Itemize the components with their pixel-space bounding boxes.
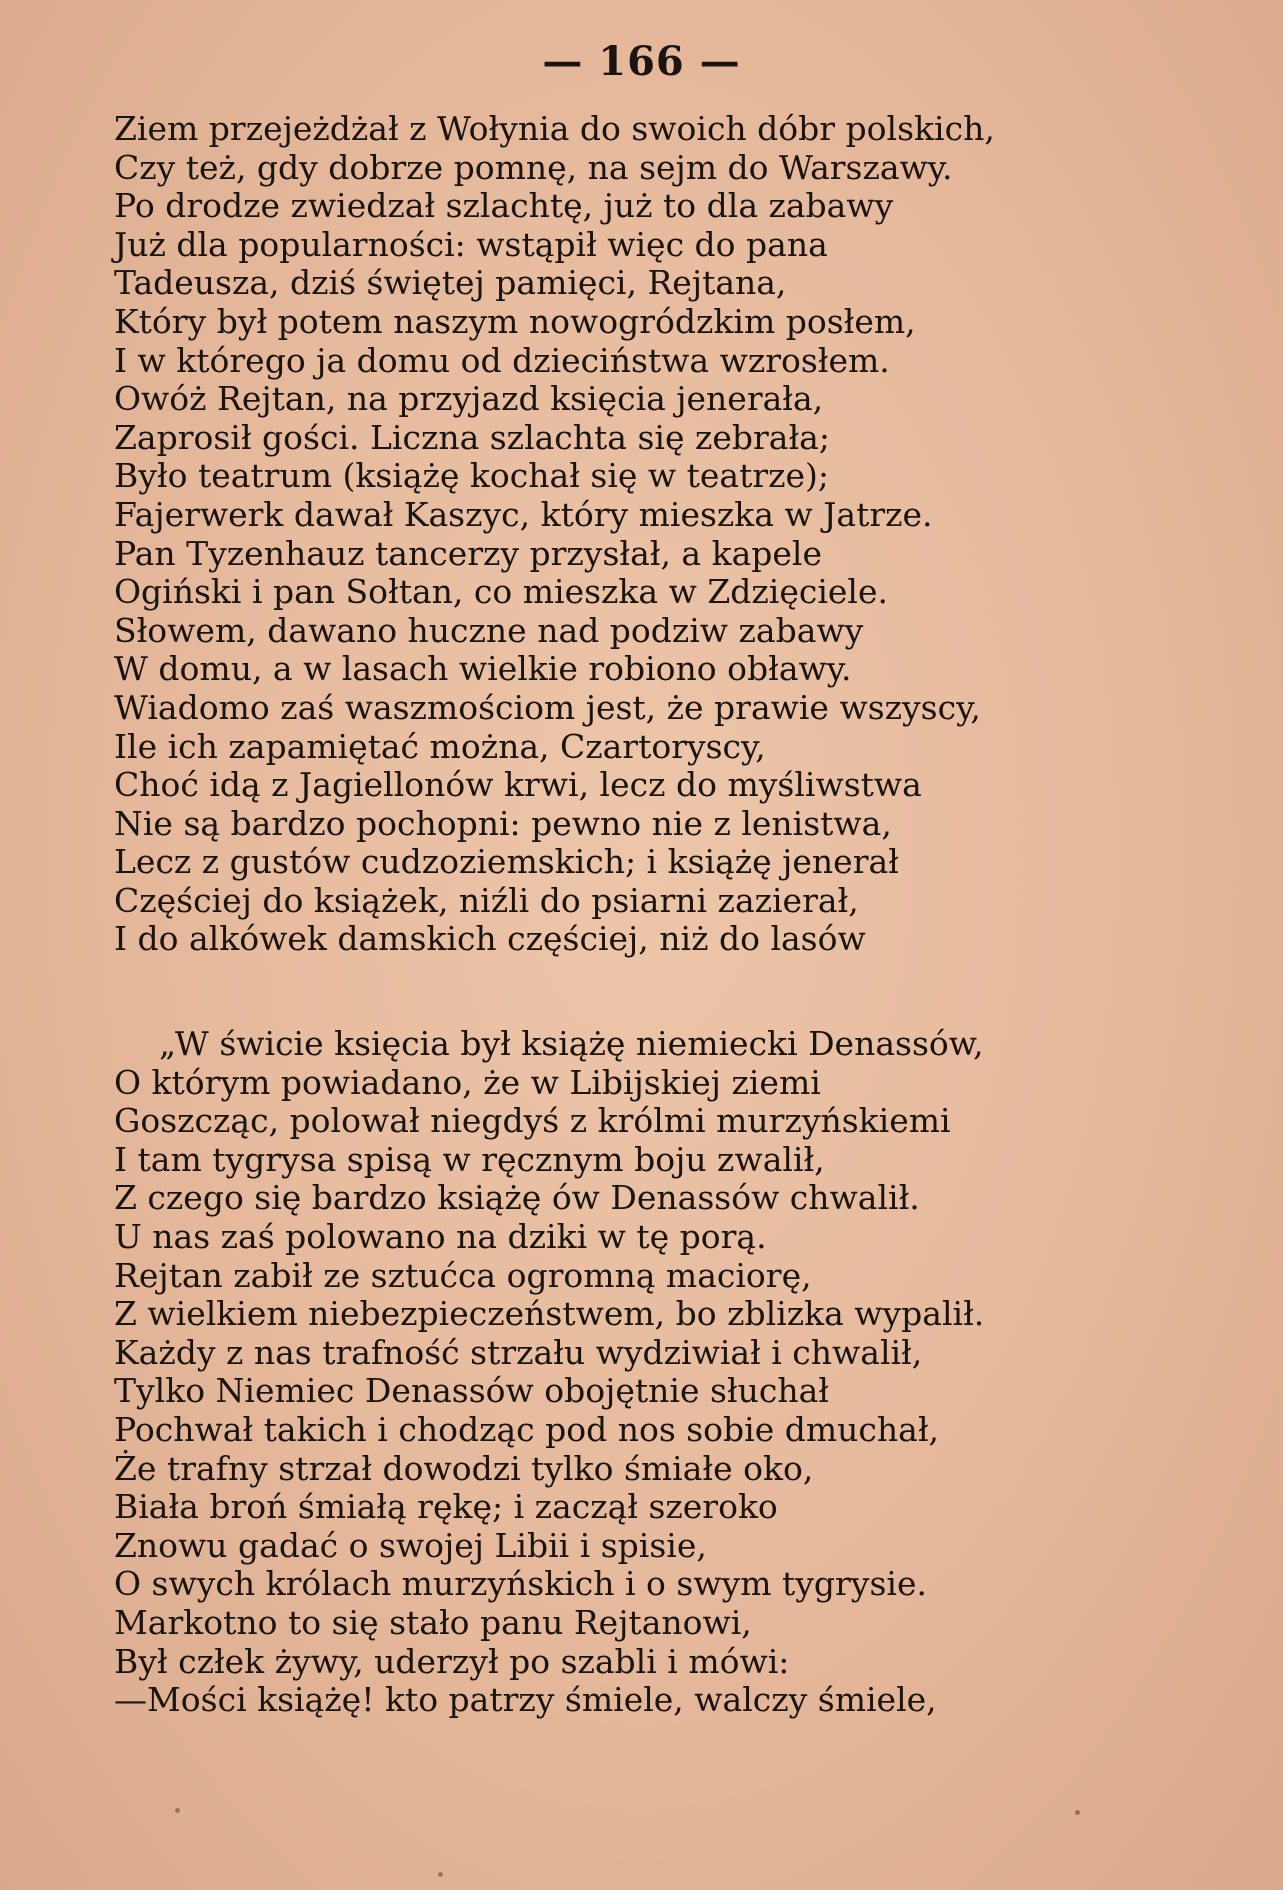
verse-line: Każdy z nas trafność strzału wydziwiał i chwalił, — [114, 1332, 923, 1372]
verse-line: Że trafny strzał dowodzi tylko śmiałe oko, — [114, 1448, 814, 1488]
verse-line: Lecz z gustów cudzoziemskich; i książę jenerał — [114, 842, 899, 882]
verse-line: Goszcząc, polował niegdyś z królmi murzyńskiemi — [114, 1101, 951, 1141]
paper-speck — [175, 1808, 180, 1813]
verse-line: —Mości książę! kto patrzy śmiele, walczy śmiele, — [114, 1680, 937, 1720]
verse-line: Czy też, gdy dobrze pomnę, na sejm do Warszawy. — [114, 147, 953, 187]
verse-line: Markotno to się stało panu Rejtanowi, — [114, 1602, 752, 1642]
stanza-1 — [114, 110, 1264, 959]
verse-line: I tam tygrysa spisą w ręcznym boju zwalił, — [114, 1139, 825, 1179]
verse-line: Z czego się bardzo książę ów Denassów chwalił. — [114, 1178, 920, 1218]
verse-line: O którym powiadano, że w Libijskiej ziemi — [114, 1062, 821, 1102]
verse-line: „W świcie księcia był książę niemiecki Denassów, — [159, 1024, 984, 1063]
verse-line: Częściej do książek, niźli do psiarni zazierał, — [114, 880, 859, 920]
verse-line: Nie są bardzo pochopni: pewno nie z lenistwa, — [114, 803, 892, 843]
page-number: — 166 — — [542, 38, 741, 85]
verse-line: Owóż Rejtan, na przyjazd księcia jenerała, — [114, 379, 824, 419]
verse-line: Po drodze zwiedzał szlachtę, już to dla zabawy — [114, 186, 894, 226]
verse-line: Choć idą z Jagiellonów krwi, lecz do myśliwstwa — [114, 765, 922, 805]
paper-speck — [1075, 1810, 1080, 1815]
verse-line: Biała broń śmiałą rękę; i zaczął szeroko — [114, 1487, 778, 1527]
verse-line: Z wielkiem niebezpieczeństwem, bo zblizka wypalił. — [114, 1294, 985, 1334]
verse-line: O swych królach murzyńskich i o swym tygrysie. — [114, 1564, 927, 1604]
verse-line: Pochwał takich i chodząc pod nos sobie dmuchał, — [114, 1409, 940, 1449]
verse-line: Fajerwerk dawał Kaszyc, który mieszka w Jatrze. — [114, 494, 933, 534]
verse-line: Zaprosił gości. Liczna szlachta się zebrała; — [114, 417, 830, 457]
verse-line: Było teatrum (książę kochał się w teatrze); — [114, 456, 830, 496]
paper-speck — [438, 1872, 443, 1877]
verse-line: Już dla popularności: wstąpił więc do pana — [114, 224, 828, 264]
verse-line: I w którego ja domu od dzieciństwa wzrosłem. — [114, 340, 890, 380]
verse-line: Słowem, dawano huczne nad podziw zabawy — [114, 610, 864, 650]
verse-line: Znowu gadać o swojej Libii i spisie, — [114, 1525, 707, 1565]
verse-line: Pan Tyzenhauz tancerzy przysłał, a kapele — [114, 533, 823, 573]
verse-line: Tylko Niemiec Denassów obojętnie słuchał — [114, 1371, 829, 1411]
verse-line: Ogiński i pan Sołtan, co mieszka w Zdzięciele. — [114, 572, 888, 612]
verse-line: U nas zaś polowano na dziki w tę porą. — [114, 1216, 767, 1256]
verse-line: Który był potem naszym nowogródzkim posłem, — [114, 301, 916, 341]
verse-line: Był człek żywy, uderzył po szabli i mówi: — [114, 1641, 790, 1681]
verse-line: Rejtan zabił ze sztućca ogromną maciorę, — [114, 1255, 812, 1295]
verse-line: Ile ich zapamiętać można, Czartoryscy, — [114, 726, 766, 766]
verse-line: I do alkówek damskich częściej, niż do lasów — [114, 919, 866, 959]
verse-line: Wiadomo zaś waszmościom jest, że prawie wszyscy, — [114, 687, 981, 727]
verse-line: Tadeusza, dziś świętej pamięci, Rejtana, — [114, 263, 787, 303]
verse-line: Ziem przejeżdżał z Wołynia do swoich dóbr polskich, — [114, 109, 995, 148]
verse-line: W domu, a w lasach wielkie robiono obławy. — [114, 649, 852, 689]
stanza-2 — [114, 1025, 1264, 1720]
